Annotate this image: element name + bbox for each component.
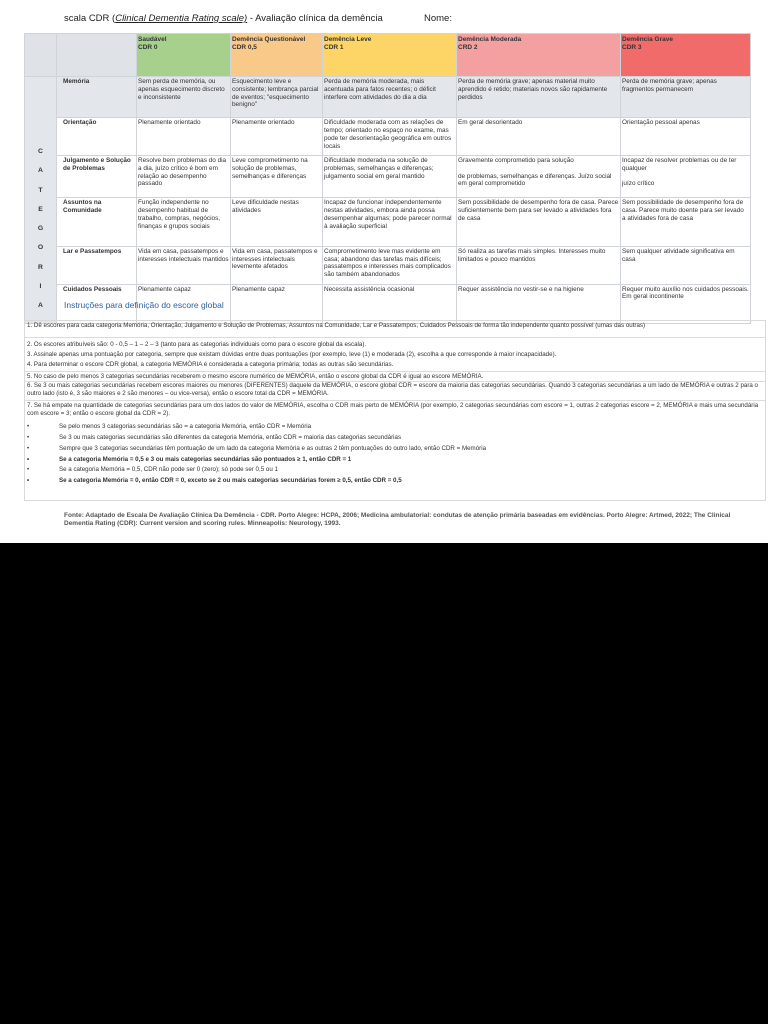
instructions-box: 1. Dê escores para cada categoria Memória, Orientação, Julgamento e Solução de Problemas, Assuntos na Comunidade, Lar e Passatempos, Cuidados Pessoais de forma tão independente quanto possível (umas das outras) 2. Os escores atribuíveis são: 0 - 0,5 – 1 – 2 – 3 (tanto para as categorias individuais como para o escore global da escala). 3. Assinale apenas uma pontuação por categoria, sempre que existam dúvidas entre duas pontuações (por exemplo, leve (1) e moderada (2), escolha a que corresponde à maior incapacidade). 4. Para determinar o escore CDR global, a categoria MEMÓRIA é considerada a categoria primária; todas as outras são secundárias. 5. No caso de pelo menos 3 categorias secundárias receberem o mesmo escore numérico de MEMÓRIA, então o escore global da CDR é igual ao escore MEMÓRIA. 6. Se 3 ou mais categorias secundárias recebem escores maiores ou menores (DIFERENTES) daquele da MEMÓRIA, o escore global CDR = escore da maioria das categorias secundárias. Quando 3 categorias secundárias a um lado de MEMÓRIA e outras 2 para o outro lado (isto é, 3 são maiores e 2 são menores – ou vice-versa), então o escore total da CDR = MEMÓRIA. 7. Se há empate na quantidade de categorias secundárias para um dos lados do valor de MEMÓRIA, escolha o CDR mais perto de MEMÓRIA (por exemplo, 2 categorias secundárias com escore = 1, outras 2 categorias escore = 2, MEMÓRIA e mais uma secundária com escore = 3; então o escore global da CDR = 2). • Se pelo menos 3 categorias secundárias são = a categoria Memória, então CDR = Memória • Se 3 ou mais categorias secundárias são diferentes da categoria Memória, então CDR = maioria das categorias secundárias • Sempre que 3 categorias secundárias têm pontuação de um lado da categoria Memória e as outras 2 têm pontuações do outro lado, então CDR = Memória • Se a categoria Memória = 0,5 e 3 ou mais categorias secundárias são pontuados ≥ 1, então CDR = 1 • Se a categoria Memória = 0,5, CDR não pode ser 0 (zero); só pode ser 0,5 ou 1 • Se a categoria Memória = 0, então CDR = 0, exceto se 2 ou mais categorias secundárias forem ≥ 0,5, então CDR = 0,5 bbox=[24, 320, 766, 501]
column-header-cdr05: Demência Questionável CDR 0,5 bbox=[231, 34, 323, 77]
table-cell: Plenamente capaz bbox=[137, 284, 231, 323]
instruction-item: 5. No caso de pelo menos 3 categorias secundárias receberem o mesmo escore numérico de MEMÓRIA, então o escore global da CDR é igual ao escore MEMÓRIA. bbox=[27, 373, 484, 380]
category-name: Memória bbox=[57, 77, 137, 118]
divider bbox=[25, 337, 765, 338]
table-cell: Necessita assistência ocasional bbox=[323, 284, 457, 323]
instruction-item: 1. Dê escores para cada categoria Memória, Orientação, Julgamento e Solução de Problemas, Assuntos na Comunidade, Lar e Passatempos, Cuidados Pessoais de forma tão independente quanto possível (umas das outras) bbox=[27, 322, 646, 329]
column-header-cdr2: Demência Moderada CRD 2 bbox=[457, 34, 621, 77]
table-cell: Requer assistência no vestir-se e na higiene bbox=[457, 284, 621, 323]
table-row-julgamento bbox=[25, 155, 751, 197]
table-cell: Vida em casa, passatempos e interesses intelectuais mantidos bbox=[137, 246, 231, 284]
cdr-table bbox=[24, 33, 751, 324]
instructions-heading: Instruções para definição do escore global bbox=[64, 300, 224, 310]
category-name: Lar e Passatempos bbox=[57, 246, 137, 284]
instruction-item: 2. Os escores atribuíveis são: 0 - 0,5 – 1 – 2 – 3 (tanto para as categorias individuais como para o escore global da escala). bbox=[27, 341, 367, 348]
table-cell: Leve dificuldade nestas atividades bbox=[231, 198, 323, 247]
table-cell: Sem qualquer atividade significativa em casa bbox=[621, 246, 751, 284]
table-cell: Vida em casa, passatempos e interesses intelectuais levemente afetados bbox=[231, 246, 323, 284]
column-header-cdr0: Saudável CDR 0 bbox=[137, 34, 231, 77]
table-cell: Dificuldade moderada com as relações de tempo; orientado no espaço no exame, mas pode ter desorientação geográfica em outros locais bbox=[323, 118, 457, 156]
category-name: Cuidados Pessoais bbox=[57, 284, 137, 323]
table-cell: Perda de memória grave; apenas fragmentos permanecem bbox=[621, 77, 751, 118]
table-cell: Comprometimento leve mas evidente em casa; abandono das tarefas mais difíceis; passatempos e interesses mais complicados são também abandonados bbox=[323, 246, 457, 284]
document-header bbox=[64, 13, 452, 24]
table-cell: Sem possibilidade de desempenho fora de casa. Parece muito doente para ser levado a atividades fora de casa bbox=[621, 198, 751, 247]
table-cell: Dificuldade moderada na solução de problemas, semelhanças e diferenças; julgamento social em geral mantido bbox=[323, 155, 457, 197]
corner-cell bbox=[57, 34, 137, 77]
table-cell: Incapaz de funcionar independentemente nestas atividades, embora ainda possa desempenhar algumas; pode parecer normal à avaliação superficial bbox=[323, 198, 457, 247]
category-name: Assuntos na Comunidade bbox=[57, 198, 137, 247]
table-cell: Só realiza as tarefas mais simples. Interesses muito limitados e pouco mantidos bbox=[457, 246, 621, 284]
header-title-emphasis: Clinical Dementia Rating scale) bbox=[115, 13, 248, 24]
table-cell: Leve comprometimento na solução de problemas, semelhanças e diferenças bbox=[231, 155, 323, 197]
table-cell: Perda de memória moderada, mais acentuada para fatos recentes; o déficit interfere com atividades do dia a dia bbox=[323, 77, 457, 118]
table-cell: Gravemente comprometido para solução de problemas, semelhanças e diferenças. Juízo social em geral comprometido bbox=[457, 155, 621, 197]
divider bbox=[25, 400, 765, 401]
column-header-cdr3: Demência Grave CDR 3 bbox=[621, 34, 751, 77]
instruction-item: 3. Assinale apenas uma pontuação por categoria, sempre que existam dúvidas entre duas pontuações (por exemplo, leve (1) e moderada (2), escolha a que corresponde à maior incapacidade). bbox=[27, 351, 557, 358]
instruction-item: 4. Para determinar o escore CDR global, a categoria MEMÓRIA é considerada a categoria primária; todas as outras são secundárias. bbox=[27, 361, 394, 368]
table-cell: Função independente no desempenho habitual de trabalho, compras, negócios, finanças e grupos sociais bbox=[137, 198, 231, 247]
table-cell: Resolve bem problemas do dia a dia, juízo crítico é bom em relação ao desempenho passado bbox=[137, 155, 231, 197]
table-header-row bbox=[25, 34, 751, 77]
table-cell: Esquecimento leve e consistente; lembrança parcial de eventos; "esquecimento benigno" bbox=[231, 77, 323, 118]
divider bbox=[25, 371, 765, 372]
table-row-orientacao bbox=[25, 118, 751, 156]
table-cell: Requer muito auxílio nos cuidados pessoais. Em geral incontinente bbox=[621, 284, 751, 323]
table-row-lar bbox=[25, 246, 751, 284]
header-prefix: scala CDR ( bbox=[64, 13, 116, 24]
source-citation: Fonte: Adaptado de Escala De Avaliação Clínica Da Demência - CDR. Porto Alegre: HCPA, 2006; Medicina ambulatorial: condutas de atenção primária baseadas em evidências. Porto Alegre: Artmed, 2022; The Clinical Dementia Rating (CDR): Current version and scoring rules. Minneapolis: Neurology, 1993. bbox=[64, 512, 731, 528]
category-name: Julgamento e Solução de Problemas bbox=[57, 155, 137, 197]
table-cell: Orientação pessoal apenas bbox=[621, 118, 751, 156]
column-header-cdr1: Demência Leve CDR 1 bbox=[323, 34, 457, 77]
corner-cell bbox=[25, 34, 57, 77]
header-suffix: - Avaliação clínica da demência bbox=[247, 13, 383, 24]
table-cell: Incapaz de resolver problemas ou de ter qualquer juízo crítico bbox=[621, 155, 751, 197]
table-cell: Plenamente orientado bbox=[137, 118, 231, 156]
table-cell: Sem possibilidade de desempenho fora de casa. Parece suficientemente bem para ser levado a atividades fora de casa bbox=[457, 198, 621, 247]
category-vertical-label: C A T E G O R I A bbox=[25, 77, 57, 324]
table-cell: Sem perda de memória, ou apenas esquecimento discreto e inconsistente bbox=[137, 77, 231, 118]
table-cell: Plenamente capaz bbox=[231, 284, 323, 323]
table-cell: Plenamente orientado bbox=[231, 118, 323, 156]
instruction-item: 7. Se há empate na quantidade de categorias secundárias para um dos lados do valor de MEMÓRIA, escolha o CDR mais perto de MEMÓRIA (por exemplo, 2 categorias secundárias com escore = 1, outras 2 categorias escore = 2, MEMÓRIA e mais uma secundária com escore = 3; então o escore global da CDR = 2). bbox=[27, 402, 759, 417]
instruction-item: 6. Se 3 ou mais categorias secundárias recebem escores maiores ou menores (DIFERENTES) daquele da MEMÓRIA, o escore global CDR = escore da maioria das categorias secundárias. Quando 3 categorias secundárias a um lado de MEMÓRIA e outras 2 para o outro lado (isto é, 3 são maiores e 2 são menores – ou vice-versa), então o escore total da CDR = MEMÓRIA. bbox=[27, 382, 758, 397]
table-row-memoria bbox=[25, 77, 751, 118]
category-name: Orientação bbox=[57, 118, 137, 156]
table-cell: Em geral desorientado bbox=[457, 118, 621, 156]
table-cell: Perda de memória grave; apenas material muito aprendido é retido; materiais novos são rapidamente perdidos bbox=[457, 77, 621, 118]
name-field-label: Nome: bbox=[424, 13, 452, 24]
table-row-comunidade bbox=[25, 198, 751, 247]
